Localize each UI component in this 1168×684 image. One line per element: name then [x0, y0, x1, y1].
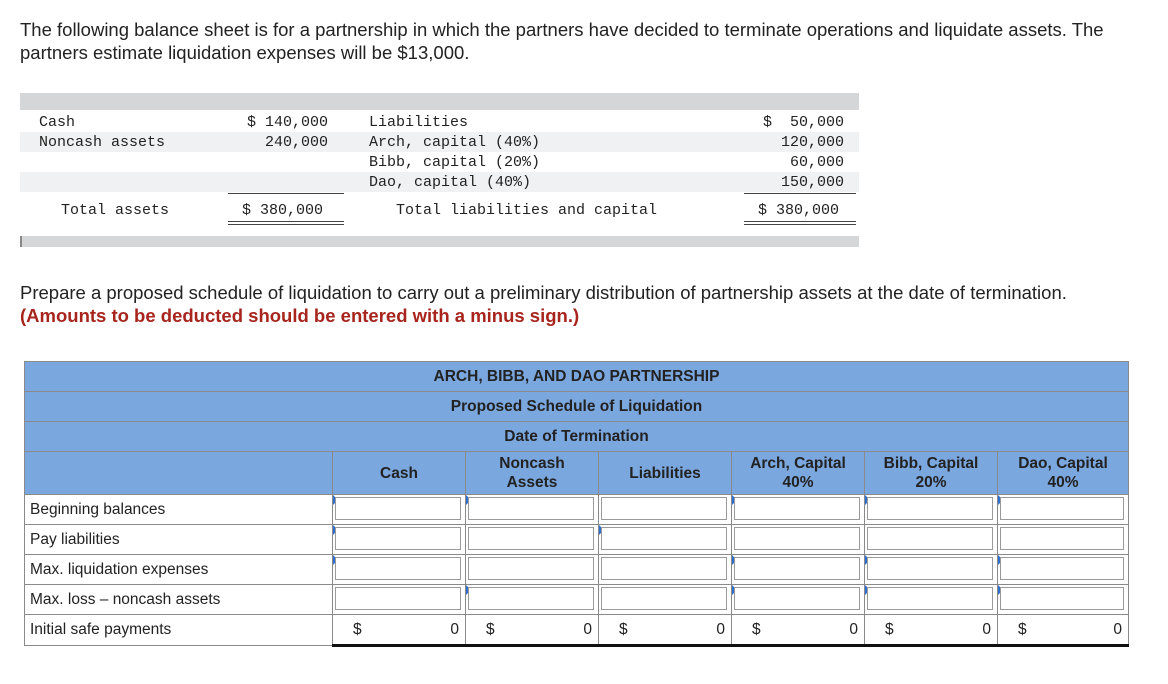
column-header-blank	[25, 452, 333, 495]
lc-label: Arch, capital (40%)	[369, 134, 541, 151]
bibb-input[interactable]	[867, 587, 993, 610]
cash-input[interactable]	[335, 497, 461, 520]
lc-label: Liabilities	[369, 114, 469, 131]
cash-input-cell	[333, 525, 466, 555]
total-row-label: Initial safe payments	[25, 615, 333, 646]
cash-input-cell	[333, 495, 466, 525]
noncash-input-cell	[466, 495, 599, 525]
total-lc-label: Total liabilities and capital	[396, 202, 658, 219]
arch-input[interactable]	[734, 497, 860, 520]
table-row	[25, 525, 1129, 555]
double-underline	[744, 221, 856, 225]
row-label: Pay liabilities	[25, 525, 333, 555]
cash-input-cell	[333, 585, 466, 615]
noncash-input[interactable]	[468, 587, 594, 610]
noncash-input-cell	[466, 555, 599, 585]
dao-input-cell	[998, 495, 1129, 525]
prompt-text	[20, 281, 1150, 327]
total-assets-label: Total assets	[61, 202, 170, 219]
total-noncash: $ 0	[466, 615, 599, 646]
cash-input[interactable]	[335, 557, 461, 580]
liabilities-input[interactable]	[601, 587, 727, 610]
prompt-note: (Amounts to be deducted should be entered with a minus sign.)	[20, 305, 580, 326]
total-lc-amount: $ 380,000	[758, 202, 840, 219]
noncash-input[interactable]	[468, 557, 594, 580]
liabilities-input[interactable]	[601, 557, 727, 580]
liabilities-input-cell	[599, 525, 732, 555]
bibb-input-cell	[865, 525, 998, 555]
column-header-dao-capital: Dao, Capital 40%	[998, 452, 1129, 495]
schedule-date: Date of Termination	[25, 422, 1129, 452]
total-dao: $ 0	[998, 615, 1129, 646]
arch-input-cell	[732, 495, 865, 525]
row-label: Max. loss – noncash assets	[25, 585, 333, 615]
bibb-input[interactable]	[867, 557, 993, 580]
underline	[744, 193, 856, 194]
total-row	[25, 615, 1129, 646]
liquidation-schedule	[24, 361, 1129, 647]
arch-input-cell	[732, 585, 865, 615]
total-cash: $ 0	[333, 615, 466, 646]
table-row	[25, 585, 1129, 615]
lc-label: Dao, capital (40%)	[369, 174, 532, 191]
prompt-main: Prepare a proposed schedule of liquidation to carry out a preliminary distribution of partnership assets at the date of termination.	[20, 282, 1067, 303]
bibb-input[interactable]	[867, 527, 993, 550]
dao-input-cell	[998, 555, 1129, 585]
lc-amount: 150,000	[780, 174, 844, 191]
column-header-liabilities: Liabilities	[599, 452, 732, 495]
asset-label: Noncash assets	[39, 134, 166, 151]
liabilities-input[interactable]	[601, 497, 727, 520]
dao-input-cell	[998, 585, 1129, 615]
bibb-input[interactable]	[867, 497, 993, 520]
lc-amount: $ 50,000	[762, 114, 844, 131]
dao-input[interactable]	[1000, 497, 1124, 520]
column-header-noncash-assets: Noncash Assets	[466, 452, 599, 495]
schedule-subtitle: Proposed Schedule of Liquidation	[25, 392, 1129, 422]
row-label: Beginning balances	[25, 495, 333, 525]
arch-input[interactable]	[734, 587, 860, 610]
asset-amount: 240,000	[264, 134, 328, 151]
lc-label: Bibb, capital (20%)	[369, 154, 541, 171]
total-liabilities: $ 0	[599, 615, 732, 646]
noncash-input[interactable]	[468, 497, 594, 520]
noncash-input-cell	[466, 525, 599, 555]
arch-input-cell	[732, 555, 865, 585]
cash-input[interactable]	[335, 587, 461, 610]
balance-sheet-bottom-bar	[20, 236, 859, 247]
bibb-input-cell	[865, 555, 998, 585]
lc-amount: 120,000	[780, 134, 844, 151]
noncash-input[interactable]	[468, 527, 594, 550]
dao-input-cell	[998, 525, 1129, 555]
bibb-input-cell	[865, 585, 998, 615]
arch-input[interactable]	[734, 527, 860, 550]
asset-label: Cash	[39, 114, 76, 131]
column-header-cash: Cash	[333, 452, 466, 495]
underline	[228, 193, 344, 194]
bibb-input-cell	[865, 495, 998, 525]
arch-input-cell	[732, 525, 865, 555]
column-header-arch-capital: Arch, Capital 40%	[732, 452, 865, 495]
bar-edge	[20, 236, 22, 247]
cash-input-cell	[333, 555, 466, 585]
column-header-bibb-capital: Bibb, Capital 20%	[865, 452, 998, 495]
dao-input[interactable]	[1000, 527, 1124, 550]
liabilities-input-cell	[599, 555, 732, 585]
lc-amount: 60,000	[789, 154, 844, 171]
arch-input[interactable]	[734, 557, 860, 580]
asset-amount: $ 140,000	[246, 114, 328, 131]
dao-input[interactable]	[1000, 557, 1124, 580]
total-bibb: $ 0	[865, 615, 998, 646]
liabilities-input[interactable]	[601, 527, 727, 550]
total-assets-amount: $ 380,000	[242, 202, 324, 219]
cash-input[interactable]	[335, 527, 461, 550]
row-label: Max. liquidation expenses	[25, 555, 333, 585]
liabilities-input-cell	[599, 585, 732, 615]
intro-text: The following balance sheet is for a partnership in which the partners have decided to terminate operations and liquidate assets. The partners estimate liquidation expenses will be $13,000.	[20, 19, 1104, 63]
table-row	[25, 555, 1129, 585]
double-underline	[228, 221, 344, 225]
liabilities-input-cell	[599, 495, 732, 525]
balance-sheet-top-bar	[20, 93, 859, 110]
total-arch: $ 0	[732, 615, 865, 646]
schedule-title: ARCH, BIBB, AND DAO PARTNERSHIP	[25, 362, 1129, 392]
table-row	[25, 495, 1129, 525]
dao-input[interactable]	[1000, 587, 1124, 610]
noncash-input-cell	[466, 585, 599, 615]
